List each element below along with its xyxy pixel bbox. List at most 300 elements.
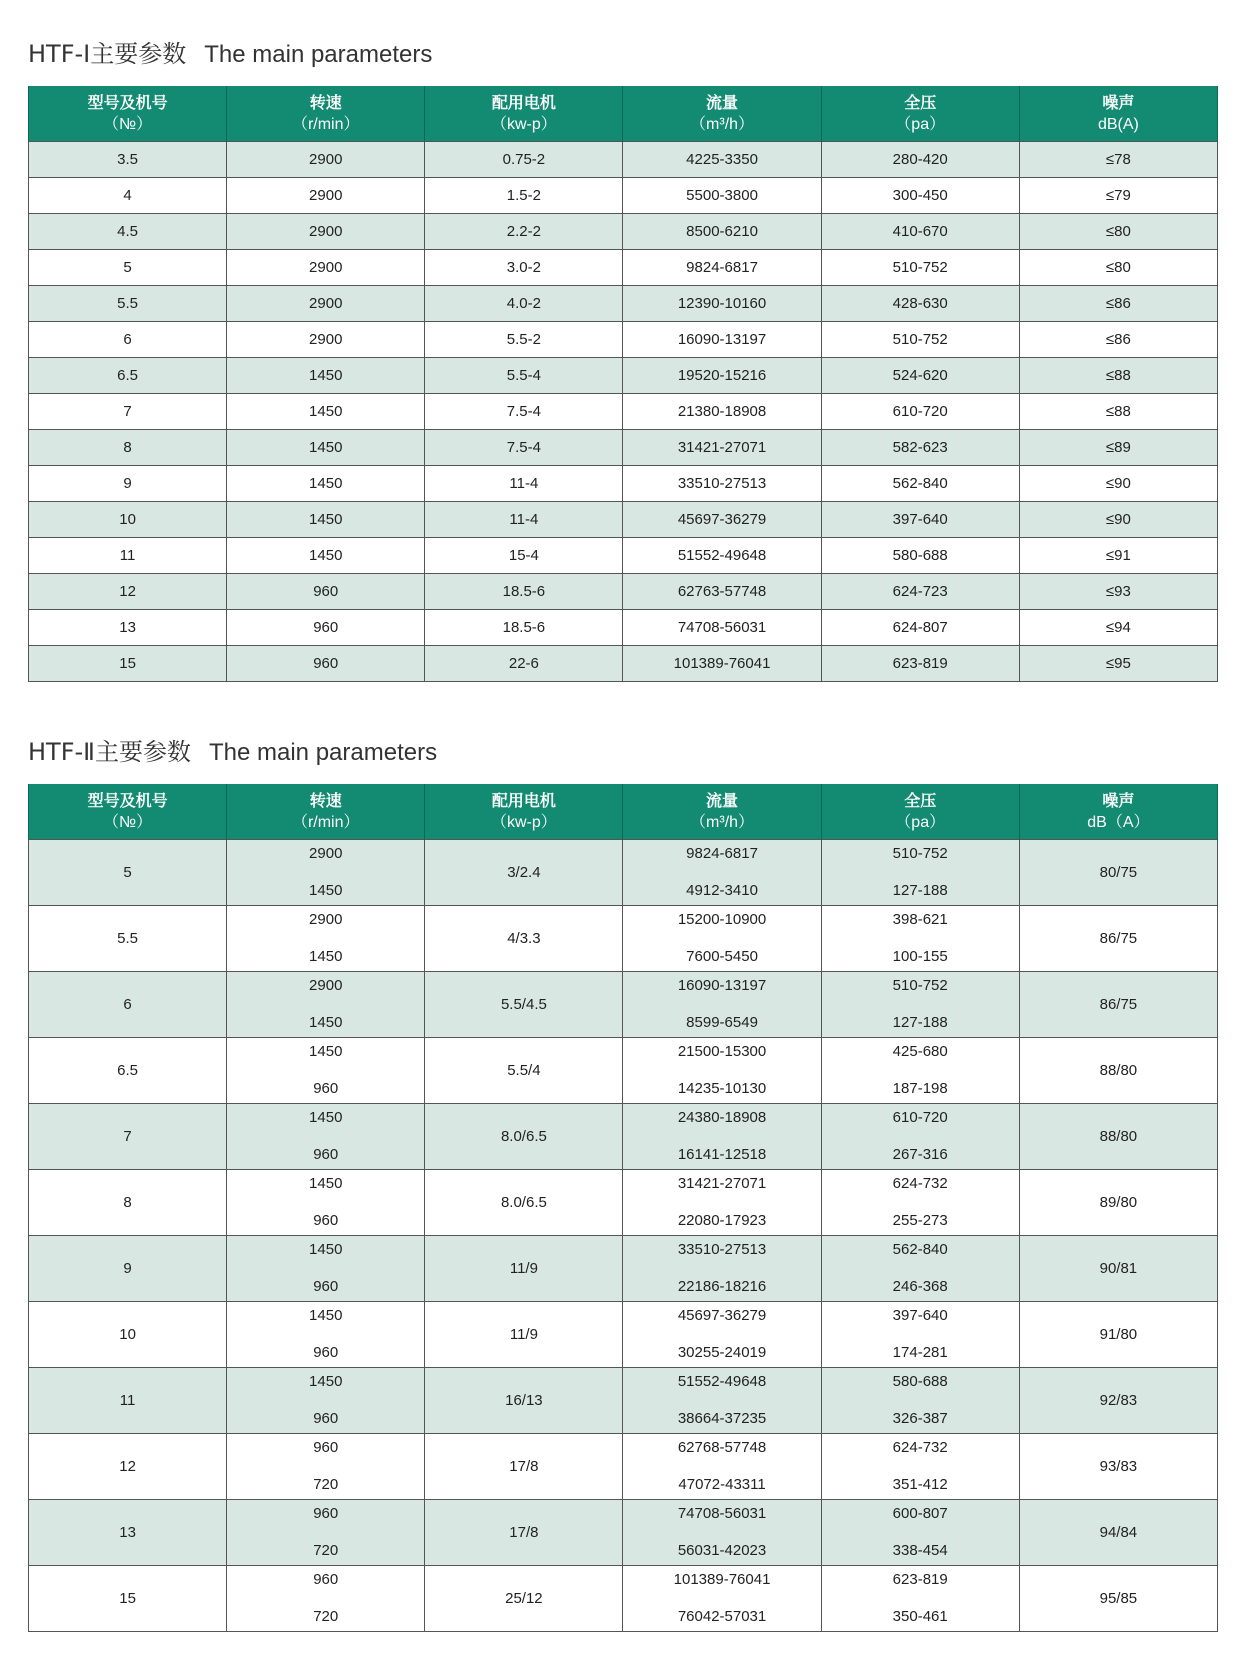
table-cell: 510-752 <box>821 322 1019 358</box>
speed-pair <box>227 1042 424 1099</box>
header-motor <box>425 86 623 142</box>
pressure-value: 600-807 <box>892 1505 948 1522</box>
header-unit: （r/min） <box>291 115 360 133</box>
table-cell: 22-6 <box>425 646 623 682</box>
flow-value: 38664-37235 <box>677 1410 767 1427</box>
table-row <box>29 646 1218 682</box>
flow-value: 9824-6817 <box>686 845 758 862</box>
table1-body <box>29 142 1218 682</box>
table-cell: 1450 <box>227 358 425 394</box>
table-row <box>29 906 1218 972</box>
header-label: 转速 <box>309 94 342 112</box>
pressure-value: 580-688 <box>892 1373 948 1390</box>
table-row <box>29 466 1218 502</box>
table2-title <box>28 732 437 767</box>
table-cell: ≤80 <box>1019 250 1217 286</box>
table-cell: 6 <box>29 322 227 358</box>
speed-value: 960 <box>313 1410 339 1427</box>
pressure-pair <box>822 1504 1019 1561</box>
table-row <box>29 1104 1218 1170</box>
table-cell: 2900 <box>227 178 425 214</box>
cell-speed <box>227 1566 425 1632</box>
cell-pressure <box>821 1104 1019 1170</box>
pressure-value: 623-819 <box>892 1571 948 1588</box>
flow-pair <box>623 844 820 901</box>
cell-flow <box>623 1302 821 1368</box>
cell-pressure <box>821 1500 1019 1566</box>
speed-value: 1450 <box>309 1373 343 1390</box>
table-cell: 62763-57748 <box>623 574 821 610</box>
table-cell: 580-688 <box>821 538 1019 574</box>
flow-value: 51552-49648 <box>677 1373 767 1390</box>
header-label: 全压 <box>904 94 937 112</box>
speed-pair <box>227 1438 424 1495</box>
header-label: 流量 <box>706 94 739 112</box>
pressure-pair <box>822 976 1019 1033</box>
flow-value: 4912-3410 <box>686 882 758 899</box>
table-cell: 5.5-2 <box>425 322 623 358</box>
header-unit: dB（A） <box>1087 813 1150 831</box>
flow-pair <box>623 1438 820 1495</box>
table-cell: 4 <box>29 178 227 214</box>
table-cell: 5.5-4 <box>425 358 623 394</box>
table1-title-en: The main parameters <box>204 41 433 68</box>
header-noise <box>1019 86 1217 142</box>
cell-pressure <box>821 906 1019 972</box>
table-cell: 7.5-4 <box>425 394 623 430</box>
table-row <box>29 1500 1218 1566</box>
speed-value: 720 <box>313 1608 339 1625</box>
speed-value: 1450 <box>309 1014 343 1031</box>
table-row <box>29 1434 1218 1500</box>
cell-motor: 11/9 <box>425 1302 623 1368</box>
speed-value: 960 <box>313 1146 339 1163</box>
speed-value: 2900 <box>309 845 343 862</box>
header-label: 噪声 <box>1102 94 1135 112</box>
speed-value: 960 <box>313 1080 339 1097</box>
pressure-value: 562-840 <box>892 1241 948 1258</box>
cell-pressure <box>821 1434 1019 1500</box>
pressure-value: 425-680 <box>892 1043 948 1060</box>
cell-model-no: 6.5 <box>29 1038 227 1104</box>
table-cell: 960 <box>227 646 425 682</box>
flow-value: 24380-18908 <box>677 1109 767 1126</box>
flow-value: 31421-27071 <box>677 1175 767 1192</box>
header-unit: （pa） <box>895 813 946 831</box>
speed-value: 960 <box>313 1571 339 1588</box>
table-cell: 33510-27513 <box>623 466 821 502</box>
cell-speed <box>227 1236 425 1302</box>
table-cell: ≤90 <box>1019 466 1217 502</box>
cell-model-no: 12 <box>29 1434 227 1500</box>
flow-value: 7600-5450 <box>686 948 758 965</box>
table1-title-cn: HTF-Ⅰ主要参数 <box>28 40 187 68</box>
pressure-value: 246-368 <box>892 1278 948 1295</box>
header-label: 全压 <box>904 792 937 810</box>
cell-model-no: 8 <box>29 1170 227 1236</box>
flow-value: 16141-12518 <box>677 1146 767 1163</box>
table-cell: 12 <box>29 574 227 610</box>
table-cell: 18.5-6 <box>425 610 623 646</box>
table-cell: 51552-49648 <box>623 538 821 574</box>
table-cell: 7 <box>29 394 227 430</box>
table-cell: ≤90 <box>1019 502 1217 538</box>
speed-value: 720 <box>313 1542 339 1559</box>
table-cell: ≤80 <box>1019 214 1217 250</box>
flow-pair <box>623 1108 820 1165</box>
table-row <box>29 972 1218 1038</box>
pressure-value: 187-198 <box>892 1080 948 1097</box>
header-unit: （kw-p） <box>490 115 557 133</box>
table2-title-cn: HTF-Ⅱ主要参数 <box>28 738 191 766</box>
table-cell: 1450 <box>227 466 425 502</box>
speed-value: 1450 <box>309 1043 343 1060</box>
speed-value: 720 <box>313 1476 339 1493</box>
header-pressure <box>821 784 1019 840</box>
speed-value: 1450 <box>309 1307 343 1324</box>
flow-value: 45697-36279 <box>677 1307 767 1324</box>
table-row <box>29 250 1218 286</box>
pressure-value: 127-188 <box>892 1014 948 1031</box>
table-cell: 2900 <box>227 214 425 250</box>
flow-pair <box>623 1372 820 1429</box>
table-row <box>29 1170 1218 1236</box>
pressure-value: 255-273 <box>892 1212 948 1229</box>
cell-motor: 25/12 <box>425 1566 623 1632</box>
table-cell: 624-807 <box>821 610 1019 646</box>
pressure-value: 350-461 <box>892 1608 948 1625</box>
header-label: 型号及机号 <box>87 792 168 810</box>
flow-pair <box>623 976 820 1033</box>
table-cell: ≤88 <box>1019 358 1217 394</box>
pressure-pair <box>822 844 1019 901</box>
table-cell: 428-630 <box>821 286 1019 322</box>
cell-model-no: 11 <box>29 1368 227 1434</box>
table-cell: 15-4 <box>425 538 623 574</box>
table-cell: ≤89 <box>1019 430 1217 466</box>
table-row <box>29 358 1218 394</box>
table-row <box>29 574 1218 610</box>
table-cell: ≤95 <box>1019 646 1217 682</box>
cell-speed <box>227 906 425 972</box>
pressure-pair <box>822 1306 1019 1363</box>
cell-pressure <box>821 1038 1019 1104</box>
cell-model-no: 5 <box>29 840 227 906</box>
flow-value: 22186-18216 <box>677 1278 767 1295</box>
flow-value: 14235-10130 <box>677 1080 767 1097</box>
table-cell: 18.5-6 <box>425 574 623 610</box>
header-unit: dB(A) <box>1097 115 1139 133</box>
table-cell: 1450 <box>227 502 425 538</box>
header-unit: （pa） <box>895 115 946 133</box>
table2-title-en: The main parameters <box>208 739 438 766</box>
table-cell: 7.5-4 <box>425 430 623 466</box>
pressure-value: 127-188 <box>892 882 948 899</box>
speed-pair <box>227 1174 424 1231</box>
flow-pair <box>623 1042 820 1099</box>
table-cell: ≤78 <box>1019 142 1217 178</box>
table-cell: 3.5 <box>29 142 227 178</box>
cell-flow <box>623 1368 821 1434</box>
cell-model-no: 6 <box>29 972 227 1038</box>
cell-flow <box>623 1236 821 1302</box>
table-cell: 5.5 <box>29 286 227 322</box>
pressure-pair <box>822 1240 1019 1297</box>
cell-flow <box>623 972 821 1038</box>
table-cell: 15 <box>29 646 227 682</box>
cell-pressure <box>821 840 1019 906</box>
table-cell: 410-670 <box>821 214 1019 250</box>
pressure-pair <box>822 1372 1019 1429</box>
cell-flow <box>623 1104 821 1170</box>
table-cell: 4.5 <box>29 214 227 250</box>
table-cell: ≤86 <box>1019 286 1217 322</box>
table-cell: 19520-15216 <box>623 358 821 394</box>
table-row <box>29 394 1218 430</box>
speed-value: 960 <box>313 1344 339 1361</box>
table-cell: 12390-10160 <box>623 286 821 322</box>
table-cell: 2900 <box>227 322 425 358</box>
speed-pair <box>227 976 424 1033</box>
cell-speed <box>227 1038 425 1104</box>
header-flow <box>623 784 821 840</box>
pressure-value: 338-454 <box>892 1542 948 1559</box>
table-cell: 1450 <box>227 394 425 430</box>
table-cell: 5500-3800 <box>623 178 821 214</box>
table-row <box>29 142 1218 178</box>
flow-value: 15200-10900 <box>677 911 767 928</box>
header-model-no <box>29 86 227 142</box>
table-cell: ≤86 <box>1019 322 1217 358</box>
table-cell: 11 <box>29 538 227 574</box>
flow-value: 56031-42023 <box>677 1542 767 1559</box>
pressure-pair <box>822 910 1019 967</box>
cell-flow <box>623 1566 821 1632</box>
cell-pressure <box>821 1236 1019 1302</box>
speed-pair <box>227 844 424 901</box>
cell-noise: 93/83 <box>1019 1434 1217 1500</box>
cell-speed <box>227 1302 425 1368</box>
table-cell: 8500-6210 <box>623 214 821 250</box>
pressure-value: 610-720 <box>892 1109 948 1126</box>
cell-motor: 4/3.3 <box>425 906 623 972</box>
header-model-no <box>29 784 227 840</box>
table-cell: 562-840 <box>821 466 1019 502</box>
pressure-value: 624-732 <box>892 1175 948 1192</box>
cell-speed <box>227 972 425 1038</box>
table1-title <box>28 34 432 69</box>
table-row <box>29 214 1218 250</box>
cell-model-no: 5.5 <box>29 906 227 972</box>
table-cell: 45697-36279 <box>623 502 821 538</box>
table-cell: 1.5-2 <box>425 178 623 214</box>
header-label: 配用电机 <box>491 792 556 810</box>
pressure-value: 351-412 <box>892 1476 948 1493</box>
table-row <box>29 840 1218 906</box>
cell-pressure <box>821 1170 1019 1236</box>
cell-model-no: 10 <box>29 1302 227 1368</box>
header-pressure <box>821 86 1019 142</box>
header-unit: （r/min） <box>291 813 360 831</box>
pressure-pair <box>822 1570 1019 1627</box>
table-header-row <box>29 86 1218 142</box>
speed-pair <box>227 1240 424 1297</box>
cell-pressure <box>821 1302 1019 1368</box>
table-cell: 11-4 <box>425 466 623 502</box>
cell-motor: 3/2.4 <box>425 840 623 906</box>
cell-motor: 8.0/6.5 <box>425 1104 623 1170</box>
pressure-value: 267-316 <box>892 1146 948 1163</box>
table-row <box>29 538 1218 574</box>
table-cell: 582-623 <box>821 430 1019 466</box>
table-row <box>29 430 1218 466</box>
cell-motor: 8.0/6.5 <box>425 1170 623 1236</box>
table-cell: 21380-18908 <box>623 394 821 430</box>
cell-noise: 94/84 <box>1019 1500 1217 1566</box>
table-cell: 4225-3350 <box>623 142 821 178</box>
flow-value: 16090-13197 <box>677 977 767 994</box>
table-cell: 624-723 <box>821 574 1019 610</box>
speed-pair <box>227 1108 424 1165</box>
header-unit: （m³/h） <box>690 813 755 831</box>
speed-value: 1450 <box>309 948 343 965</box>
speed-value: 2900 <box>309 911 343 928</box>
pressure-value: 510-752 <box>892 845 948 862</box>
pressure-pair <box>822 1042 1019 1099</box>
table-row <box>29 1566 1218 1632</box>
table-cell: 9824-6817 <box>623 250 821 286</box>
pressure-value: 510-752 <box>892 977 948 994</box>
flow-pair <box>623 1504 820 1561</box>
flow-value: 62768-57748 <box>677 1439 767 1456</box>
header-speed <box>227 784 425 840</box>
flow-pair <box>623 1570 820 1627</box>
table-row <box>29 1368 1218 1434</box>
flow-value: 22080-17923 <box>677 1212 767 1229</box>
pressure-value: 397-640 <box>892 1307 948 1324</box>
table-cell: 300-450 <box>821 178 1019 214</box>
table-row <box>29 1302 1218 1368</box>
cell-motor: 11/9 <box>425 1236 623 1302</box>
table-cell: 1450 <box>227 538 425 574</box>
flow-value: 101389-76041 <box>673 1571 771 1588</box>
cell-speed <box>227 1170 425 1236</box>
cell-flow <box>623 1434 821 1500</box>
header-label: 型号及机号 <box>87 94 168 112</box>
pressure-pair <box>822 1174 1019 1231</box>
table-row <box>29 322 1218 358</box>
speed-pair <box>227 1570 424 1627</box>
cell-speed <box>227 1434 425 1500</box>
cell-noise: 91/80 <box>1019 1302 1217 1368</box>
table-cell: 2900 <box>227 142 425 178</box>
header-flow <box>623 86 821 142</box>
table-cell: 2900 <box>227 250 425 286</box>
cell-flow <box>623 906 821 972</box>
header-label: 流量 <box>706 792 739 810</box>
header-noise <box>1019 784 1217 840</box>
cell-flow <box>623 1170 821 1236</box>
flow-value: 30255-24019 <box>677 1344 767 1361</box>
pressure-value: 398-621 <box>892 911 948 928</box>
flow-value: 47072-43311 <box>678 1476 766 1493</box>
flow-pair <box>623 1306 820 1363</box>
header-unit: （m³/h） <box>690 115 755 133</box>
cell-motor: 17/8 <box>425 1434 623 1500</box>
table-cell: 510-752 <box>821 250 1019 286</box>
table2-body <box>29 840 1218 1632</box>
flow-pair <box>623 1240 820 1297</box>
speed-value: 960 <box>313 1439 339 1456</box>
pressure-pair <box>822 1438 1019 1495</box>
cell-flow <box>623 1500 821 1566</box>
table-cell: 101389-76041 <box>623 646 821 682</box>
cell-flow <box>623 1038 821 1104</box>
flow-value: 21500-15300 <box>677 1043 767 1060</box>
table-cell: 6.5 <box>29 358 227 394</box>
cell-speed <box>227 1104 425 1170</box>
table-cell: 2900 <box>227 286 425 322</box>
table-row <box>29 1236 1218 1302</box>
cell-speed <box>227 1368 425 1434</box>
table-cell: 4.0-2 <box>425 286 623 322</box>
pressure-value: 624-732 <box>892 1439 948 1456</box>
table-cell: ≤91 <box>1019 538 1217 574</box>
table-row <box>29 1038 1218 1104</box>
cell-motor: 5.5/4.5 <box>425 972 623 1038</box>
header-unit: （kw-p） <box>490 813 557 831</box>
cell-noise: 95/85 <box>1019 1566 1217 1632</box>
cell-motor: 5.5/4 <box>425 1038 623 1104</box>
flow-pair <box>623 1174 820 1231</box>
cell-motor: 16/13 <box>425 1368 623 1434</box>
cell-noise: 86/75 <box>1019 906 1217 972</box>
speed-pair <box>227 1504 424 1561</box>
cell-noise: 86/75 <box>1019 972 1217 1038</box>
header-label: 配用电机 <box>491 94 556 112</box>
table-cell: ≤94 <box>1019 610 1217 646</box>
cell-model-no: 9 <box>29 1236 227 1302</box>
cell-model-no: 7 <box>29 1104 227 1170</box>
cell-motor: 17/8 <box>425 1500 623 1566</box>
table-cell: 397-640 <box>821 502 1019 538</box>
cell-model-no: 15 <box>29 1566 227 1632</box>
flow-value: 8599-6549 <box>686 1014 758 1031</box>
table-cell: 3.0-2 <box>425 250 623 286</box>
table-cell: 5 <box>29 250 227 286</box>
table-cell: 9 <box>29 466 227 502</box>
table-cell: ≤88 <box>1019 394 1217 430</box>
cell-noise: 90/81 <box>1019 1236 1217 1302</box>
table-cell: ≤79 <box>1019 178 1217 214</box>
header-unit: （№） <box>102 115 153 133</box>
speed-value: 2900 <box>309 977 343 994</box>
table-cell: 623-819 <box>821 646 1019 682</box>
cell-pressure <box>821 972 1019 1038</box>
cell-flow <box>623 840 821 906</box>
pressure-value: 326-387 <box>892 1410 948 1427</box>
table-cell: 960 <box>227 610 425 646</box>
speed-pair <box>227 1372 424 1429</box>
cell-noise: 88/80 <box>1019 1104 1217 1170</box>
table-cell: 74708-56031 <box>623 610 821 646</box>
htf1-parameters-table <box>28 86 1218 682</box>
table-cell: 610-720 <box>821 394 1019 430</box>
table-row <box>29 178 1218 214</box>
speed-value: 960 <box>313 1278 339 1295</box>
cell-speed <box>227 840 425 906</box>
table-row <box>29 502 1218 538</box>
